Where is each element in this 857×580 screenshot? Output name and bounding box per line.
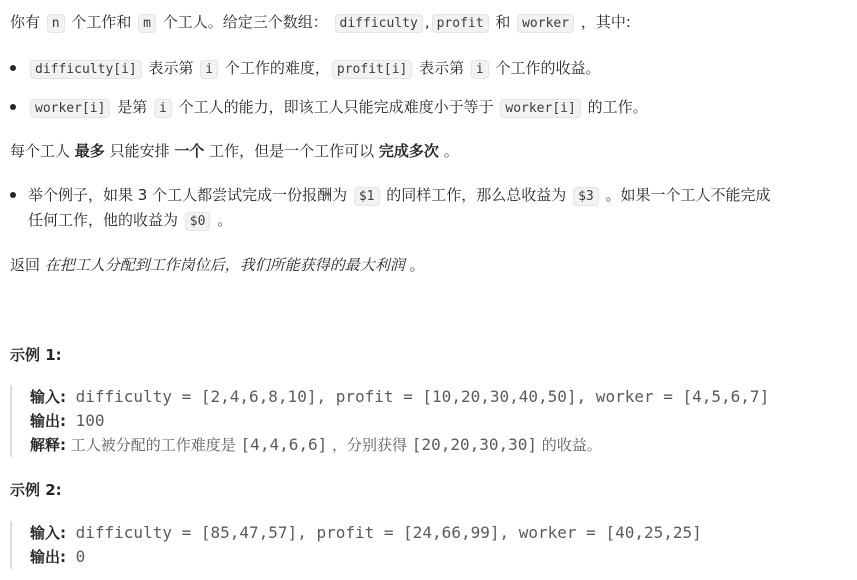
bullet-text: 个工作的难度， [220,59,330,77]
input-label: 输入: [30,524,66,542]
output-value: 0 [66,547,86,566]
example-bullet-text: 。 [212,211,233,229]
input-value: difficulty = [2,4,6,8,10], profit = [10,20,30,40,50], worker = [4,5,6,7] [66,387,770,406]
code-i: i [200,60,218,79]
assign-text: 。 [438,142,459,160]
example-1-title: 示例 1: [10,346,62,364]
example-1-input [30,385,769,409]
input-value: difficulty = [85,47,57], profit = [24,66,99], worker = [40,25,25] [66,523,702,542]
return-text: 。 [404,256,425,274]
return-paragraph [10,254,425,276]
intro-text-5: ，其中: [576,13,631,31]
assign-text: 每个工人 [10,142,75,160]
output-value: 100 [66,411,105,430]
bullet-difficulty [28,57,601,81]
example-2-block [10,521,702,569]
code-dollar-0: $0 [185,212,211,231]
code-i: i [471,60,489,79]
code-m: m [138,14,156,33]
code-worker-i: worker[i] [500,99,580,118]
bullet-text: 表示第 [414,59,469,77]
intro-paragraph [10,11,631,35]
explain-label: 解释: [30,436,66,454]
code-difficulty: difficulty [335,14,423,33]
assign-text: 工作，但是一个工作可以 [204,142,379,160]
intro-text-1: 你有 [10,13,45,31]
example-1-block [10,385,769,457]
example-bullet-text: 任何工作，他的收益为 [28,211,183,229]
bold-one: 一个 [174,142,205,160]
code-worker: worker [517,14,574,33]
code-profit: profit [432,14,489,33]
intro-text-4: 和 [490,13,516,31]
example-2-title: 示例 2: [10,481,62,499]
assign-text: 只能安排 [104,142,175,160]
output-label: 输出: [30,412,66,430]
return-emphasis: 在把工人分配到工作岗位后，我们所能获得的最大利润 [44,256,405,274]
example-bullet-text: 。如果一个工人不能完成 [600,186,771,204]
bullet-text: 个工人的能力，即该工人只能完成难度小于等于 [173,98,499,116]
code-worker-i: worker[i] [30,99,110,118]
bold-many-times: 完成多次 [378,142,439,160]
example-bullet-text: 的同样工作，那么总收益为 [381,186,572,204]
example-2-output [30,545,702,569]
code-profit-i: profit[i] [332,60,412,79]
bullet-dot [10,65,16,71]
output-label: 输出: [30,548,66,566]
intro-comma: , [424,13,430,31]
bullet-text: 的工作。 [582,98,648,116]
bullet-dot [10,192,16,198]
code-dollar-3: $3 [573,187,599,206]
example-bullet-line-2 [28,209,232,233]
bullet-worker [28,96,648,120]
bullet-text: 表示第 [143,59,199,77]
code-dollar-1: $1 [354,187,380,206]
bold-most: 最多 [74,142,105,160]
return-text: 返回 [10,256,45,274]
code-n: n [47,14,65,33]
explain-text: ，分别获得 [327,436,412,454]
bullet-text: 是第 [112,98,152,116]
assign-paragraph [10,140,459,162]
intro-text-3: 个工人。给定三个数组： [157,13,333,31]
bullet-dot [10,104,16,110]
explain-text: 工人被分配的工作难度是 [66,436,241,454]
bullet-text: 个工作的收益。 [490,59,601,77]
explain-code: [4,4,6,6] [240,435,328,454]
code-difficulty-i: difficulty[i] [30,60,142,79]
code-i: i [154,99,172,118]
example-1-explain [30,433,769,457]
example-bullet-line-1 [28,184,771,208]
example-bullet-text: 举个例子，如果 3 个工人都尝试完成一份报酬为 [28,186,352,204]
example-1-output [30,409,769,433]
intro-text-2: 个工作和 [66,13,137,31]
explain-text: 的收益。 [537,436,602,454]
explain-code: [20,20,30,30] [411,435,538,454]
example-2-input [30,521,702,545]
input-label: 输入: [30,388,66,406]
